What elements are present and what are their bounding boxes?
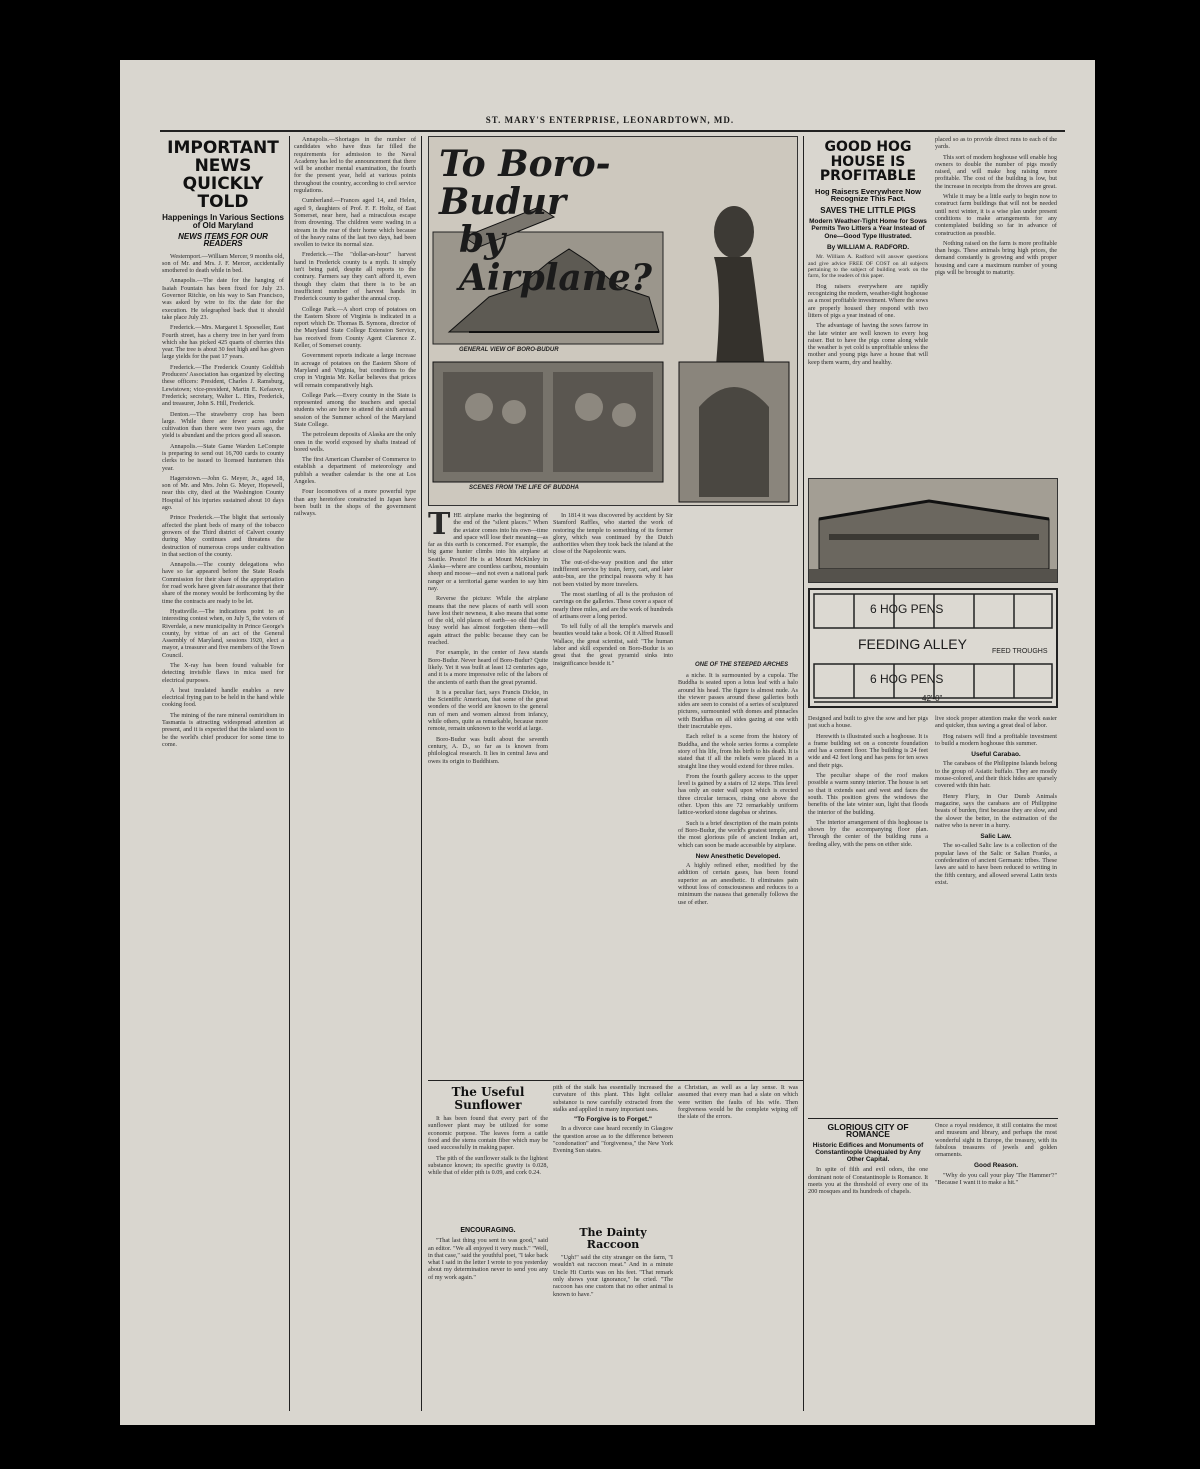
article-paragraph: Designed and built to give the sow and her pigs just such a house. <box>808 715 928 730</box>
feature-paragraph: a niche. It is surmounted by a cupola. The Buddha is seated upon a lotus leaf with a halo around his head. The figure is almost nude. As the viewer passes around these galleries both sides are seen to consist of a series of sculptured pictures, surmounted with domes and pinnacles with Buddhas on all sides gazing at one with their inscrutable eyes. <box>678 672 798 731</box>
subhead-saves-pigs: SAVES THE LITTLE PIGS <box>820 205 916 215</box>
article-paragraph: The mining of the rare mineral osmiridium in Tasmania is attracting widespread attention at present, and it is expected that the island soon to be the world's chief producer for some time to come. <box>162 711 284 748</box>
feature-paragraph: To tell fully of all the temple's marvels and beauties would take a book. Of it Alfred Russell Wallace, the great scientist, said: "The human labor and skill expended on Boro-Budur is so great that the great pyramid sinks into insignificance beside it." <box>553 623 673 667</box>
raccoon-article <box>553 1225 673 1415</box>
article-paragraph: Annapolis.—State Game Warden LeCompte is preparing to send out 16,700 cards to county clerks to be issued to licensed huntsmen this year. <box>162 442 284 472</box>
feature-paragraph: Reverse the picture: While the airplane means that the new places of earth will soon have lost their newness, it also means that some of the old, old places of earth—so old that the busy world has almost forgotten them—will again attract the public because they can be reached. <box>428 595 548 647</box>
article-paragraph: "That last thing you sent in was good," said an editor. "We all enjoyed it very much." "Well, in that case," said the youthful poet, "I take back what I said in the letter I wrote to you yesterday about my determination never to send you any of my work again." <box>428 1237 548 1281</box>
headline-important-news: IMPORTANT NEWS QUICKLY TOLD <box>167 138 279 212</box>
article-paragraph: Henry Flury, in Our Dumb Animals magazine, says the carabaos are of Philippine beasts of burden, first because they are slow, and the slower the better, in the estimation of the native who is never in a hurry. <box>935 792 1057 829</box>
article-paragraph: The advantage of having the sows farrow in the late winter are well known to every hog raiser. But to have the pigs come along while the weather is yet cold is unprofitable unless the mother and young pigs have a house that will keep them warm, dry and healthy. <box>808 322 928 366</box>
caption-arches: ONE OF THE STEEPED ARCHES <box>695 662 789 668</box>
column-2 <box>294 136 416 1411</box>
article-paragraph: Hagerstown.—John G. Meyer, Jr., aged 18, son of Mr. and Mrs. John G. Meyer, Hopewell, near this city, died at the Washington County Hospital of his injuries sustained about 10 days ago. <box>162 474 284 512</box>
article-paragraph: Hog raisers everywhere are rapidly recognizing the modern, weather-tight hoghouse as a most profitable investment. Where the sows are properly housed they respond with two litters of pigs a year instead of one. <box>808 282 928 319</box>
article-paragraph: Nothing raised on the farm is more profitable than hogs. These animals bring high prices, the demand constantly is growing and with proper housing and care a maximum number of young pigs will be brought to maturity. <box>935 239 1057 277</box>
article-paragraph: The X-ray has been found valuable for detecting invisible flaws in mica used for electrical purposes. <box>162 662 284 684</box>
caption-scenes: SCENES FROM THE LIFE OF BUDDHA <box>469 485 580 491</box>
sunflower-article <box>428 1084 548 1219</box>
feature-illustration <box>428 136 798 506</box>
plan-label-bottom-pens: 6 HOG PENS <box>870 672 944 686</box>
hog-house-image <box>809 479 1058 583</box>
plan-dimension: 42'-0" <box>922 694 943 703</box>
article-paragraph: Frederick.—The "dollar-an-hour" harvest hand in Frederick county is a myth. It simply isn't being paid, despite all reports to the contrary. Farmers say they can't afford it, even though they claim that there is to be an insufficient number of harvest hands in Frederick county to gather the annual crop. <box>294 251 416 303</box>
royal-residence-article <box>935 1122 1057 1414</box>
article-paragraph: Government reports indicate a large increase in acreage of potatoes on the Eastern Shore of Maryland and Virginia, but conditions to the crop in Virginia Mr. Kellar believes that prices will remain comparatively high. <box>294 352 416 389</box>
article-paragraph: It has been found that every part of the sunflower plant may be utilized for some economic purpose. The leaves form a cattle food and the stems contain fiber which may be used successfully in making paper. <box>428 1115 548 1152</box>
article-paragraph: Westernport.—William Mercer, 9 months old, son of Mr. and Mrs. J. F. Mercer, accidentally smothered to death while in bed. <box>162 252 284 275</box>
headline-raccoon: The Dainty Raccoon <box>579 1226 647 1251</box>
article-paragraph: The petroleum deposits of Alaska are the only ones in the world exposed by shafts instead of bored wells. <box>294 431 416 453</box>
subhead-encouraging: ENCOURAGING. <box>460 1227 516 1234</box>
article-paragraph: Four locomotives of a more powerful type than any heretofore constructed in Japan have been built in the shops of the government railways. <box>294 488 416 518</box>
byline: By WILLIAM A. RADFORD. <box>826 243 910 251</box>
glorious-city-article <box>808 1122 928 1414</box>
article-paragraph: A heat insulated handle enables a new electrical frying pan to be held in the hand while cooking food. <box>162 686 284 709</box>
feature-paragraph: It is a peculiar fact, says Francis Dickie, in the Scientific American, that some of the great wonders of the world are known to the general run of men and women almost from infancy, while others, quite as remarkable, because more remote, remain unknown to the world at large. <box>428 688 548 733</box>
feature-title-line1: To Boro-Budur <box>439 143 611 223</box>
article-paragraph: The carabaos of the Philippine Islands belong to the group of Asiatic buffalo. They are mostly mouse-colored, and their thick hides are sparsely covered with thin hair. <box>935 760 1057 790</box>
plan-label-feeding-alley: FEEDING ALLEY <box>858 636 967 652</box>
article-paragraph: placed so as to provide direct runs to each of the yards. <box>935 136 1057 151</box>
column-6-lower <box>808 715 928 1115</box>
article-paragraph: a Christian, as well as a lay sense. It was assumed that every man had a slate on which were written the faults of his wife. Then forgiveness would be the complete wiping off the slate of the errors. <box>678 1084 798 1121</box>
column-6 <box>808 136 928 471</box>
article-paragraph: The peculiar shape of the roof makes possible a warm sunny interior. The house is set so that it extends east and west and faces the south. This position gives the windows the benefits of the late winter sun, light that floods the interior of the building. <box>808 772 928 816</box>
masthead-rule <box>160 130 1065 132</box>
christian-continued <box>678 1084 798 1414</box>
subhead-anesthetic: New Anesthetic Developed. <box>695 852 781 860</box>
article-paragraph: Prince Frederick.—The blight that seriously affected the plant beds of many of the tobacco growers of the Third district of Calvert county during May continues and threatens the destruction of numerous crops under cultivation in that section of the county. <box>162 514 284 558</box>
article-paragraph: In a divorce case heard recently in Glasgow the question arose as to the difference between "condonation" and "forgiveness," the New York Evening Sun states. <box>553 1125 673 1155</box>
section-rule <box>808 1118 1058 1119</box>
article-paragraph: Hog raisers will find a profitable investment to build a modern hoghouse this summer. <box>935 732 1057 747</box>
feature-paragraph: In 1814 it was discovered by accident by Sir Stamford Raffles, who started the work of restoring the temple to something of its former glory, which was continued by the Dutch authorities when they took back the island at the close of the Napoleonic wars. <box>553 512 673 556</box>
article-paragraph: Annapolis.—The county delegations who have so far appeared before the State Roads Commission for their share of the appropriation for road work have given fair assurance that their share of the money would be forthcoming by the time the contracts are ready to be let. <box>162 561 284 605</box>
headline-glorious-city: GLORIOUS CITY OF ROMANCE <box>827 1122 909 1140</box>
article-paragraph: College Park.—Every county in the State is represented among the teachers and special students who are here to attend the sixth annual session of the Summer school of the Maryland State College. <box>294 391 416 428</box>
masthead: ST. MARY'S ENTERPRISE, LEONARDTOWN, MD. <box>485 115 735 125</box>
column-rule <box>289 136 290 1411</box>
article-paragraph: live stock proper attention make the work easier and quicker, thus saving a great deal of labor. <box>935 715 1057 730</box>
column-rule <box>803 136 804 1411</box>
feature-title-line2: by Airplane? <box>459 219 652 299</box>
subhead-happenings: Happenings In Various Sections of Old Maryland <box>162 213 284 230</box>
feature-paragraph: Each relief is a scene from the history of Buddha, and the whole series forms a complete story of his life, from his birth to his death. It is stated that if all the reliefs were placed in a straight line they would extend for three miles. <box>678 733 798 770</box>
article-paragraph: The interior arrangement of this hoghouse is shown by the accompanying floor plan. Through the center of the building runs a feeding alley, with the pens on either side. <box>808 818 928 848</box>
article-paragraph: The first American Chamber of Commerce to establish a department of meteorology and publish a weather calendar is the one at Los Angeles. <box>294 456 416 486</box>
subhead-good-reason: Good Reason. <box>973 1162 1019 1170</box>
subhead-carabao: Useful Carabao. <box>971 751 1021 759</box>
plan-label-top-pens: 6 HOG PENS <box>870 602 944 616</box>
article-paragraph: Frederick.—The Frederick County Goldfish Producers' Association has organized by electing these officers: President, Charles J. Ramsburg, Lewistown; vice-president, Martin E. Kefauver, Frederick; secretary, Walter L. Hirs, Frederick, and treasurer, John S. Hill, Frederick. <box>162 363 284 408</box>
subhead-salic-law: Salic Law. <box>980 833 1012 841</box>
article-paragraph: A highly refined ether, modified by the addition of certain gases, has been found superior as an anesthetic. It eliminates pain without loss of consciousness and reduces to a minimum the nausea that generally follows the use of ether. <box>678 862 798 906</box>
article-paragraph: "Why do you call your play 'The Hammer'?" "Because I want it to make a hit." <box>935 1171 1057 1187</box>
hog-house-photo <box>808 478 1058 583</box>
subhead-hog-raisers: Hog Raisers Everywhere Now Recognize This Fact. <box>815 187 921 204</box>
feature-paragraph: Boro-Budur was built about the seventh century, A. D., so far as is known from philological research. It lies in central Java and owes its origin to Buddhism. <box>428 735 548 765</box>
column-5 <box>678 672 798 1077</box>
encouraging-article <box>428 1225 548 1415</box>
feature-paragraph: THE airplane marks the beginning of the end of the "silent places." When the aviator comes into his own—time and space will lose their meaning—as far as this earth is concerned. For example, the big game hunter climbs into his airplane at Seattle. Presto! He is at Mount McKinley in Alaska—where are countless caribou, mountain sheep and moose—and not even a national park ranger or a territorial game warden to say him nay. <box>428 512 548 592</box>
column-7-top <box>935 136 1057 471</box>
article-paragraph: Hyattsville.—The indications point to an interesting contest when, on July 5, the voters of Riverdale, a new municipality in Prince George's county, by virtue of an act of the General Assembly of Maryland, sessions 1920, elect a mayor, a treasurer and five members of the Town Council. <box>162 607 284 659</box>
article-paragraph: The pith of the sunflower stalk is the lightest substance known; its specific gravity is 0.028, while that of elder pith is 0.09, and cork 0.24. <box>428 1154 548 1177</box>
subhead-forgive: "To Forgive is to Forget." <box>574 1116 652 1124</box>
feature-column-b <box>553 512 673 1077</box>
dropcap: T <box>428 512 451 542</box>
feature-column-a <box>428 512 548 1077</box>
column-rule <box>421 136 422 1411</box>
deck-hog-house: Modern Weather-Tight Home for Sows Permits Two Litters a Year Instead of One—Good Type Illustrated. <box>809 217 927 240</box>
headline-hog-house: GOOD HOG HOUSE IS PROFITABLE <box>819 139 917 185</box>
article-paragraph: Annapolis.—Shortages in the number of candidates who have thus far filled the requirements for admission to the Naval Academy has led to the announcement that there will be another mental examination, the fourth for the present year, held at various points throughout the country, according to civil service regulations. <box>294 136 416 195</box>
article-paragraph: pith of the stalk has essentially increased the curvature of this plant. This light cellular substance is now carefully extracted from the stalks and applied in many important uses. <box>553 1084 673 1113</box>
column-7-lower <box>935 715 1057 1115</box>
subhead-news-items: NEWS ITEMS FOR OUR READERS <box>178 231 268 249</box>
article-paragraph: Herewith is illustrated such a hoghouse. It is a frame building set on a concrete foundation and has a cement floor. The building is 24 feet wide and 42 feet long and has pens for ten sows and their pigs. <box>808 732 928 769</box>
article-paragraph: In spite of filth and evil odors, the one dominant note of Constantinople is Romance. It meets you at the threshold of every one of its 200 mosques and its hundreds of chapels. <box>808 1166 928 1196</box>
feature-paragraph: For example, in the center of Java stands Boro-Budur. Never heard of Boro-Budur? Quite likely. Yet it was built at least 12 centuries ago, and it is a more impressive relic of the labors of the ancients of earth than the great pyramid. <box>428 649 548 686</box>
article-paragraph: Frederick.—Mrs. Margaret I. Spoeseller, East Fourth street, has a cherry tree in her yard from which she has picked 425 quarts of cherries this year. The tree is about 30 feet high and has given large yields for the past 17 years. <box>162 324 284 361</box>
article-paragraph: This sort of modern hoghouse will enable hog owners to double the number of pigs mostly raised, and will make hog raising more profitable. The cost of the building is low, but the increase in receipts from the droves are great. <box>935 153 1057 190</box>
article-paragraph: Denton.—The strawberry crop has been large. While there are fewer acres under cultivation than there were two years ago, the yield is abundant and the prices good all season. <box>162 410 284 440</box>
hog-house-floor-plan <box>808 588 1058 708</box>
sunflower-continued <box>553 1084 673 1219</box>
headline-sunflower: The Useful Sunflower <box>451 1085 525 1112</box>
article-paragraph: Annapolis.—The date for the hanging of Isaiah Fountain has been fixed for July 23. Governor Ritchie, on his way to San Francisco, was asked by wire to fix the date for the execution. He telegraphed back that it should take place July 23. <box>162 277 284 321</box>
plan-label-feed-troughs: FEED TROUGHS <box>992 648 1048 655</box>
author-note: Mr. William A. Radford will answer questions and give advice FREE OF COST on all subjects pertaining to the subject of building work on the farm, for the readers of this paper. <box>808 254 928 280</box>
newspaper-page <box>120 60 1095 1425</box>
article-paragraph: College Park.—A short crop of potatoes on the Eastern Shore of Virginia is indicated in a report which Dr. Thomas B. Symons, director of the Maryland State College Extension Service, has received from County Agent Clarence Z. Keller, of Somerset county. <box>294 305 416 350</box>
article-paragraph: Cumberland.—Frances aged 14, and Helen, aged 9, daughters of Prof. F. F. Holtz, of East Somerset, near here, had a miraculous escape from drowning. The children were wading in a stream in the rear of their home which because of the heavy rains of the last two days, had been swollen to twice its normal size. <box>294 197 416 249</box>
article-paragraph: Once a royal residence, it still contains the most and museum and library, and perhaps the most wonderful sight in Europe, the treasury, with its fabulous treasures of jewels and golden ornaments. <box>935 1122 1057 1159</box>
feature-title <box>439 145 689 297</box>
feature-paragraph: The most startling of all is the profusion of carvings on the galleries. These cover a space of nearly three miles, and are the work of hundreds of artisans over a long period. <box>553 590 673 620</box>
section-rule <box>428 1080 803 1081</box>
feature-paragraph: The out-of-the-way position and the utter indifferent service by train, ferry, cart, and later auto-bus, are the principal reasons why it has not been visited by more travelers. <box>553 558 673 588</box>
caption-general-view: GENERAL VIEW OF BORO-BUDUR <box>459 347 559 353</box>
article-paragraph: The so-called Salic law is a collection of the popular laws of the Salic or Salian Franks, a confederation of ancient Germanic tribes. These laws are said to have been reduced to writing in the fifth century, and allowed several Latin texts exist. <box>935 842 1057 886</box>
feature-paragraph: From the fourth gallery access to the upper level is gained by a stairs of 12 steps. This level has only an outer wall upon which is erected three circular terraces, rising one above the other. Upon this are 72 remarkably uniform lattice-worked stone dagobas or shrines. <box>678 772 798 817</box>
article-paragraph: While it may be a little early to begin now to construct farm buildings that will not be needed until next winter, it is a wise plan under present conditions to make arrangements for any contemplated building so far in advance of construction as possible. <box>935 193 1057 237</box>
article-paragraph: "Ugh!" said the city stranger on the farm, "I wouldn't eat raccoon meat." And in a minute Uncle Hi Curtis was on his feet. "That remark only shows your ignorance," he cried. "The raccoon has one custom that no other animal is known to have." <box>553 1254 673 1298</box>
deck-glorious-city: Historic Edifices and Monuments of Constantinople Unequaled by Any Other Capital. <box>812 1141 924 1164</box>
feature-paragraph: Such is a brief description of the main points of Boro-Budur, the world's greatest temple, and the most glorious pile of ancient Indian art, which can soon be made accessible by airplane. <box>678 819 798 849</box>
column-1 <box>162 136 284 1411</box>
